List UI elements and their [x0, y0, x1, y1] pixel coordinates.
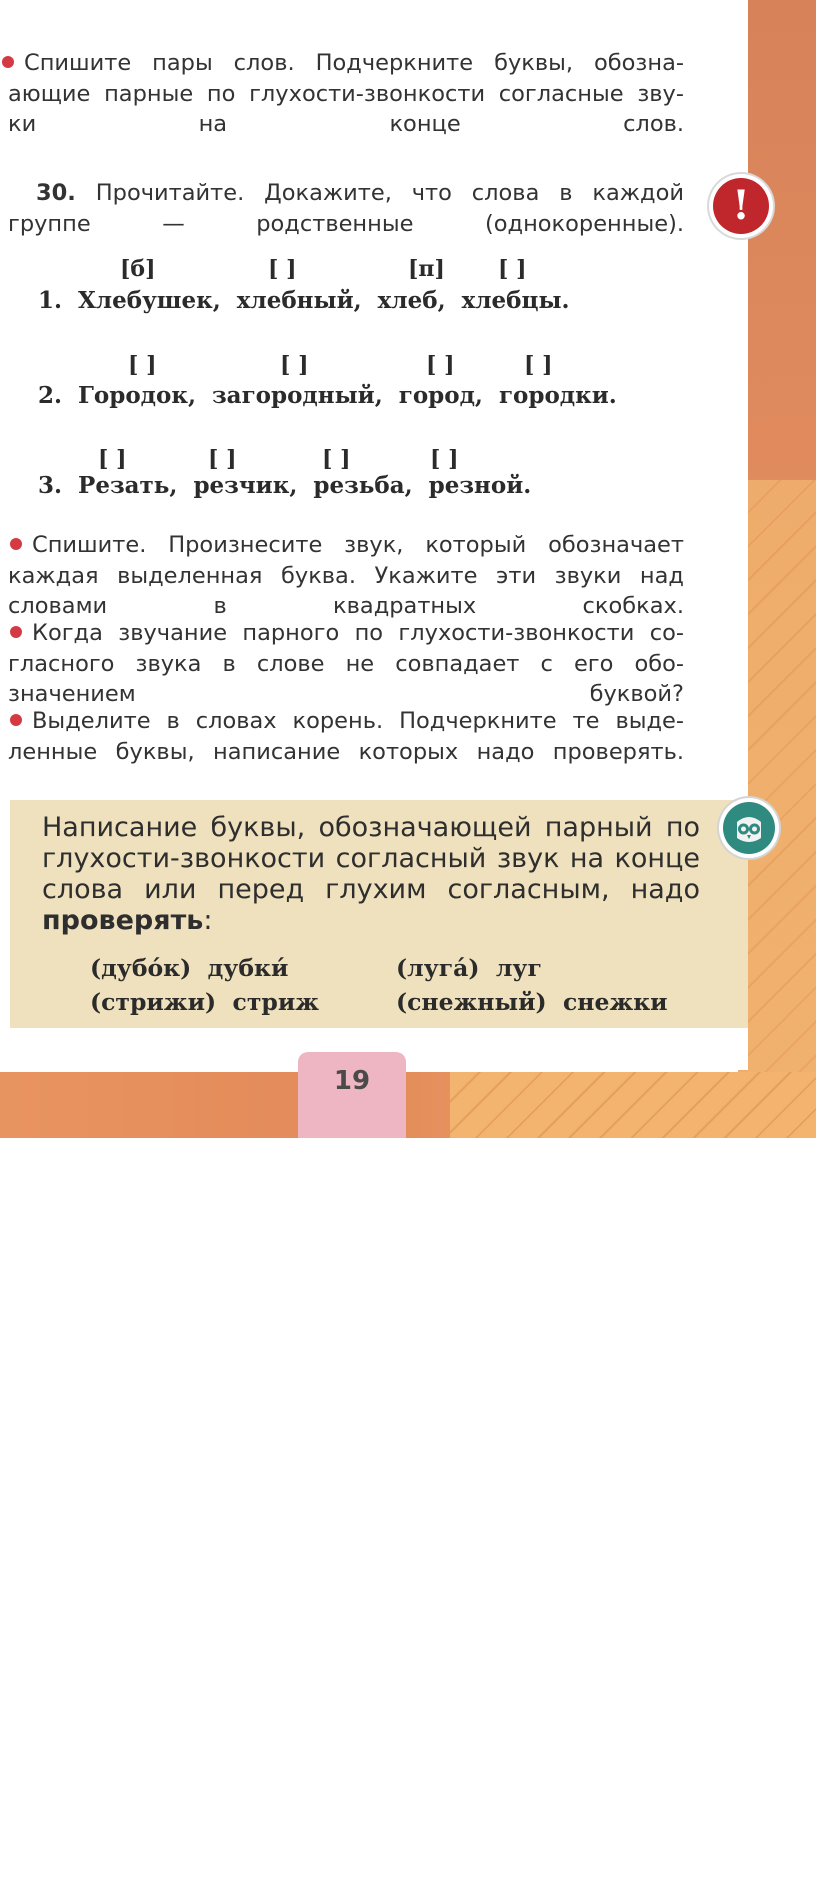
task-1-line-2: каждая выделенная буква. Укажите эти звуки над — [8, 562, 684, 589]
word: резной. — [428, 472, 532, 499]
word: хлеб, — [377, 287, 446, 314]
bracket-2-2: [ ] — [280, 352, 309, 378]
bracket-1-3: [п] — [408, 256, 445, 282]
bracket-2-1: [ ] — [128, 352, 157, 378]
bracket-2-4: [ ] — [524, 352, 553, 378]
group-number: 1. — [38, 287, 63, 314]
bullet-icon — [2, 56, 14, 68]
task-1-line-3: словами в квадратных скобках. — [8, 593, 684, 619]
previous-task — [8, 48, 684, 140]
bracket-2-3: [ ] — [426, 352, 455, 378]
word: город, — [398, 382, 483, 409]
page-number: 19 — [333, 1066, 371, 1096]
bracket-3-2: [ ] — [208, 446, 237, 472]
rule-example-2: (лугá) луг — [396, 954, 542, 982]
exclamation-icon: ! — [713, 178, 769, 234]
rule-example-3: (стрижи) стриж — [90, 988, 319, 1016]
word-group-1 — [38, 287, 570, 314]
word-group-3 — [38, 472, 531, 499]
task-2-line-1: Когда звучание парного по глухости-звонкости со- — [32, 620, 684, 646]
exercise-number: 30. — [36, 180, 76, 206]
bracket-1-4: [ ] — [498, 256, 527, 282]
bracket-1-2: [ ] — [268, 256, 297, 282]
task-3-line-1: Выделите в словах корень. Подчеркните те выде- — [32, 708, 684, 734]
bracket-1-1: [б] — [120, 256, 156, 282]
exercise-30-instruction — [8, 178, 684, 239]
word: городки. — [498, 382, 617, 409]
word-group-2 — [38, 382, 617, 409]
bracket-3-1: [ ] — [98, 446, 127, 472]
word: хлебцы. — [461, 287, 570, 314]
bullet-icon — [10, 626, 22, 638]
rule-line-3: слова или перед глухим согласным, надо — [42, 874, 700, 905]
task-1-line-1: Спишите. Произнесите звук, который обозначает — [32, 532, 684, 558]
task-2-line-3: значением буквой? — [8, 681, 684, 707]
word: Резать, — [78, 472, 178, 499]
previous-task-line-1: Спишите пары слов. Подчеркните буквы, обозна- — [24, 50, 684, 76]
previous-task-line-3: ки на конце слов. — [8, 111, 684, 137]
exercise-instruction-line-2: группе — родственные (однокоренные). — [8, 210, 684, 237]
page-number-tab — [298, 1052, 406, 1138]
word: хлебный, — [236, 287, 362, 314]
task-2 — [8, 618, 684, 710]
group-number: 3. — [38, 472, 63, 499]
rule-emphasis: проверять: — [42, 905, 213, 936]
task-1 — [8, 530, 684, 622]
rule-example-4: (снежный) снежки — [396, 988, 668, 1016]
owl-icon — [723, 802, 775, 854]
rule-box — [10, 800, 748, 1028]
bracket-3-3: [ ] — [322, 446, 351, 472]
task-2-line-2: гласного звука в слове не совпадает с его обо- — [8, 650, 684, 677]
rule-text — [42, 812, 700, 936]
rule-example-1: (дубóк) дубки́ — [90, 954, 289, 982]
word: Городок, — [78, 382, 196, 409]
bracket-3-4: [ ] — [430, 446, 459, 472]
group-number: 2. — [38, 382, 63, 409]
rule-line-1: Написание буквы, обозначающей парный по — [42, 812, 700, 843]
bullet-icon — [10, 538, 22, 550]
previous-task-line-2: ающие парные по глухости-звонкости согласные зву- — [8, 80, 684, 107]
word: Хлебушек, — [78, 287, 221, 314]
task-3 — [8, 706, 684, 767]
word: резчик, — [193, 472, 298, 499]
bottom-decor-stripes — [450, 1072, 816, 1138]
word: загородный, — [211, 382, 383, 409]
exercise-instruction-line-1: Прочитайте. Докажите, что слова в каждой — [95, 180, 684, 206]
task-3-line-2: ленные буквы, написание которых надо проверять. — [8, 738, 684, 765]
word: резьба, — [313, 472, 413, 499]
rule-line-2: глухости-звонкости согласный звук на конце — [42, 843, 700, 874]
bullet-icon — [10, 714, 22, 726]
